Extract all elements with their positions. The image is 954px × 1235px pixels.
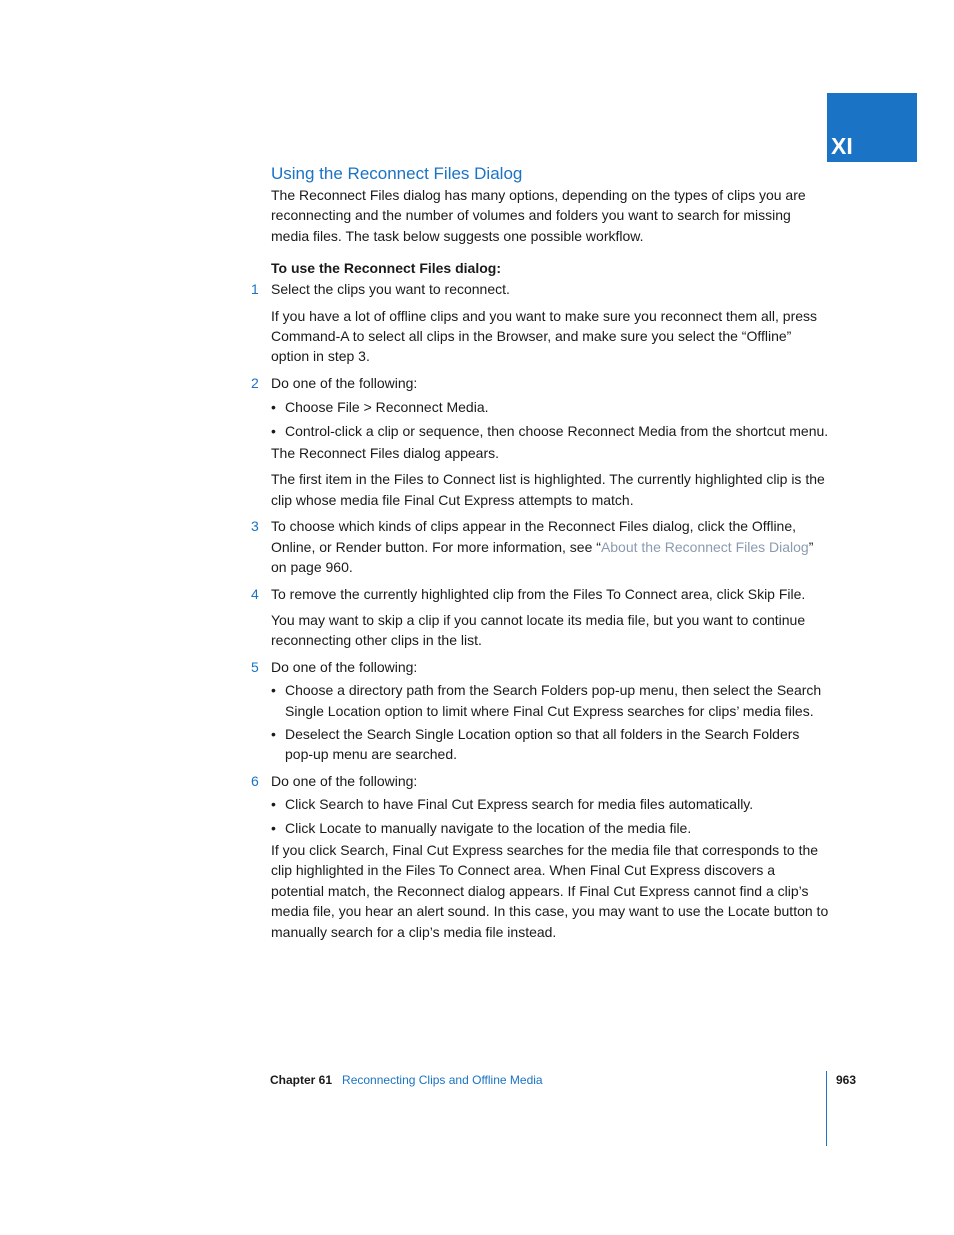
step-text: Do one of the following: [271,658,418,675]
list-item: • Control-click a clip or sequence, then choose Reconnect Media from the shortcut menu. [271,422,829,439]
page-content [251,163,831,942]
step-number: 2 [251,374,259,391]
footer-divider [826,1071,827,1146]
bullet-list [271,680,831,765]
bullet-list [271,794,831,838]
step-number: 1 [251,281,259,298]
step-4 [251,584,831,604]
step-text: Select the clips you want to reconnect. [271,281,510,298]
step-6 [251,771,831,791]
step-text: Do one of the following: [271,772,418,789]
cross-reference-link[interactable]: About the Reconnect Files Dialog [600,538,809,555]
step-number: 6 [251,772,259,789]
step-5 [251,657,831,677]
step-1 [251,279,831,299]
page-number: 963 [836,1073,857,1087]
bullet-list [271,397,831,441]
step-result: If you click Search, Final Cut Express searches for the media file that corresponds to the clip highlighted in the Files To Connect area. When Final Cut Express discovers a potential match, the Reconnect dialog appears. If Final Cut Express cannot find a clip’s media file, you hear an alert sound. In this case, you may want to use the Locate button to manually search for a clip’s media file instead. [271,841,829,940]
list-item: • Deselect the Search Single Location option so that all folders in the Search Folders pop-up menu are searched. [271,725,800,763]
footer-chapter-label: Chapter 61 [270,1073,333,1087]
footer-chapter-title: Reconnecting Clips and Offline Media [342,1073,543,1087]
list-item: • Choose a directory path from the Search Folders pop-up menu, then select the Search Single Location option to limit where Final Cut Express searches for clips’ media files. [271,682,822,719]
step-text: To choose which kinds of clips appear in the Reconnect Files dialog, click the Offline, Online, or Render button. For more information, see “About the Reconnect Files Dialog” on page 960. [271,518,814,576]
list-item: • Choose File > Reconnect Media. [271,399,489,416]
step-3 [251,516,831,577]
step-note: You may want to skip a clip if you cannot locate its media file, but you want to continue reconnecting other clips in the list. [271,611,806,649]
list-item: • Click Search to have Final Cut Express search for media files automatically. [271,796,754,813]
intro-paragraph: The Reconnect Files dialog has many options, depending on the types of clips you are reconnecting and the number of volumes and folders you want to search for missing media files. The task below suggests one possible workflow. [271,187,806,244]
step-2 [251,373,831,393]
step-number: 3 [251,518,259,535]
step-note: The first item in the Files to Connect list is highlighted. The currently highlighted clip is the clip whose media file Final Cut Express attempts to match. [271,471,825,508]
step-number: 5 [251,658,259,675]
list-item: • Click Locate to manually navigate to the location of the media file. [271,819,692,836]
step-text: Do one of the following: [271,374,418,391]
task-heading: To use the Reconnect Files dialog: [271,260,501,277]
step-note: If you have a lot of offline clips and you want to make sure you reconnect them all, press Command-A to select all clips in the Browser, and make sure you select the “Offline” option in step 3. [271,307,818,365]
step-result: The Reconnect Files dialog appears. [271,445,500,462]
section-title: Using the Reconnect Files Dialog [271,164,523,183]
step-text: To remove the currently highlighted clip from the Files To Connect area, click Skip File. [271,585,806,602]
chapter-tab [827,93,917,162]
page-footer [270,1072,543,1088]
chapter-tab-label: XI [831,133,853,159]
step-number: 4 [251,585,259,602]
